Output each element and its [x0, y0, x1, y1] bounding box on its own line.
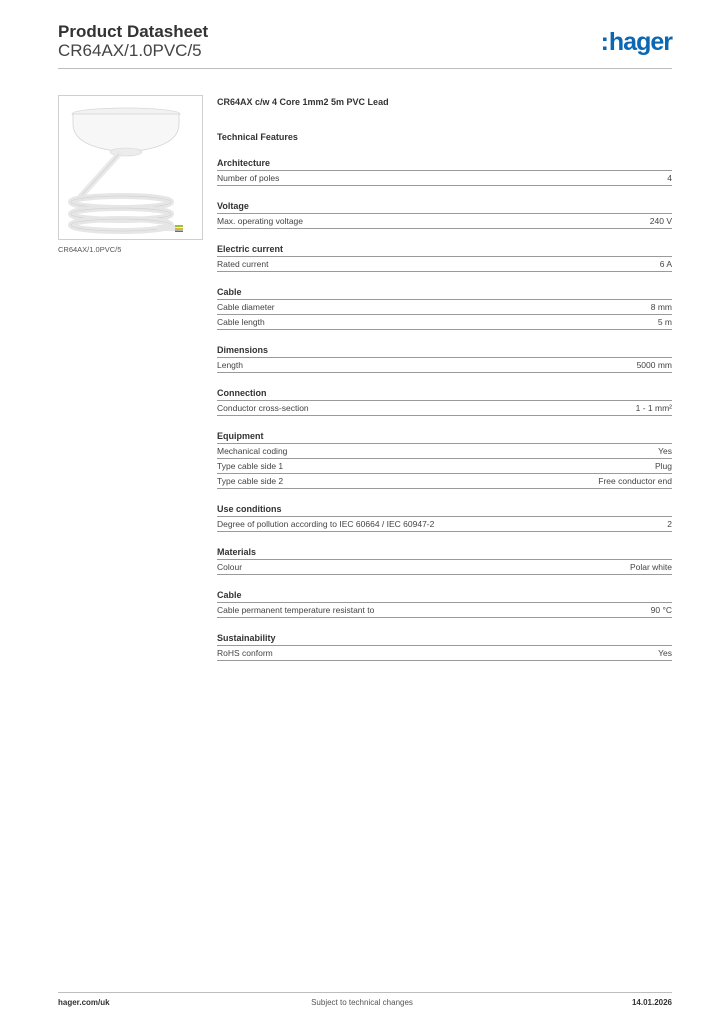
feature-label: Mechanical coding — [217, 446, 288, 456]
logo-text: hager — [608, 28, 672, 56]
feature-section — [217, 632, 672, 661]
feature-value: 8 mm — [650, 302, 672, 312]
feature-label: Conductor cross-section — [217, 403, 309, 413]
feature-value: 240 V — [649, 216, 672, 226]
feature-value: Yes — [658, 648, 672, 658]
feature-label: Max. operating voltage — [217, 216, 303, 226]
feature-row — [217, 214, 672, 229]
feature-value: Polar white — [629, 562, 672, 572]
feature-section — [217, 344, 672, 373]
feature-section — [217, 286, 672, 330]
section-title: Cable — [217, 589, 672, 603]
feature-row — [217, 459, 672, 474]
feature-value: 5000 mm — [636, 360, 672, 370]
footer-date: 14.01.2026 — [631, 998, 672, 1007]
feature-row — [217, 474, 672, 489]
feature-row — [217, 315, 672, 330]
feature-section — [217, 430, 672, 489]
feature-row — [217, 300, 672, 315]
feature-label: Colour — [217, 562, 243, 572]
feature-label: Degree of pollution according to IEC 60664 / IEC 60947-2 — [217, 519, 435, 529]
feature-label: Number of poles — [217, 173, 280, 183]
feature-label: Length — [217, 360, 243, 370]
feature-value: Plug — [654, 461, 672, 471]
feature-row — [217, 560, 672, 575]
feature-label: Cable length — [217, 317, 265, 327]
feature-section — [217, 546, 672, 575]
feature-section — [217, 243, 672, 272]
section-title: Connection — [217, 387, 672, 401]
section-title: Architecture — [217, 157, 672, 171]
feature-row — [217, 646, 672, 661]
section-title: Materials — [217, 546, 672, 560]
feature-value: Free conductor end — [598, 476, 672, 486]
feature-section — [217, 503, 672, 532]
product-image — [58, 95, 203, 240]
feature-row — [217, 257, 672, 272]
product-reference: CR64AX/1.0PVC/5 — [58, 41, 202, 60]
product-title: CR64AX c/w 4 Core 1mm2 5m PVC Lead — [217, 97, 389, 107]
product-image-drawing — [59, 96, 202, 239]
footer-divider — [58, 992, 672, 993]
feature-label: Cable permanent temperature resistant to — [217, 605, 375, 615]
page-title: Product Datasheet — [58, 22, 209, 41]
section-title: Dimensions — [217, 344, 672, 358]
header-divider — [58, 68, 672, 69]
feature-section — [217, 387, 672, 416]
feature-label: Type cable side 2 — [217, 476, 284, 486]
feature-section — [217, 200, 672, 229]
footer-disclaimer: Subject to technical changes — [311, 998, 413, 1007]
logo-prefix: : — [600, 28, 608, 56]
feature-section — [217, 157, 672, 186]
feature-label: Rated current — [217, 259, 269, 269]
hager-logo — [601, 28, 672, 57]
feature-row — [217, 401, 672, 416]
section-title: Electric current — [217, 243, 672, 257]
image-caption: CR64AX/1.0PVC/5 — [58, 245, 122, 254]
feature-value: 5 m — [657, 317, 672, 327]
feature-row — [217, 603, 672, 618]
feature-row — [217, 171, 672, 186]
section-title: Use conditions — [217, 503, 672, 517]
section-title: Cable — [217, 286, 672, 300]
technical-features-heading: Technical Features — [217, 132, 298, 142]
section-title: Voltage — [217, 200, 672, 214]
section-title: Equipment — [217, 430, 672, 444]
section-title: Sustainability — [217, 632, 672, 646]
feature-row — [217, 358, 672, 373]
technical-content — [217, 95, 672, 661]
feature-value: 2 — [667, 519, 672, 529]
footer-website: hager.com/uk — [58, 998, 110, 1007]
feature-value: 1 - 1 mm² — [635, 403, 672, 413]
feature-label: RoHS conform — [217, 648, 273, 658]
features-list — [217, 157, 672, 661]
feature-value: Yes — [658, 446, 672, 456]
feature-label: Cable diameter — [217, 302, 275, 312]
feature-row — [217, 444, 672, 459]
feature-label: Type cable side 1 — [217, 461, 284, 471]
feature-section — [217, 589, 672, 618]
feature-value: 4 — [667, 173, 672, 183]
feature-value: 90 °C — [650, 605, 672, 615]
feature-row — [217, 517, 672, 532]
feature-value: 6 A — [659, 259, 672, 269]
